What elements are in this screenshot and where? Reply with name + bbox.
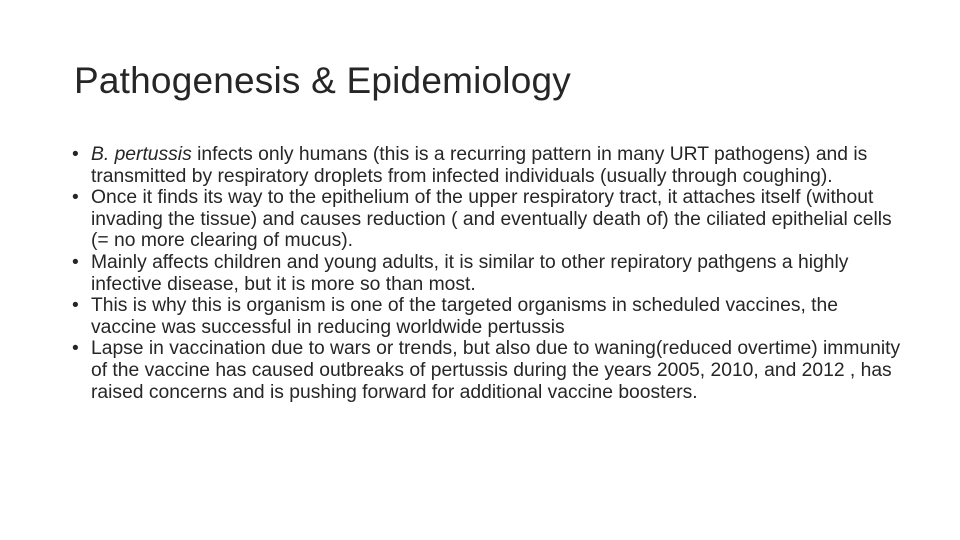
- bullet-item: [72, 295, 902, 338]
- bullet-icon: •: [72, 187, 79, 209]
- bullet-item: [72, 144, 902, 187]
- bullet-text: This is why this is organism is one of the targeted organisms in scheduled vaccines, the vaccine was successful in reducing worldwide pertussis: [91, 295, 838, 338]
- bullet-text: Lapse in vaccination due to wars or trends, but also due to waning(reduced overtime) immunity of the vaccine has caused outbreaks of pertussis during the years 2005, 2010, and 2012 , has raised concerns and is pushing forward for additional vaccine boosters.: [91, 338, 901, 403]
- bullet-icon: •: [72, 251, 79, 273]
- bullet-italic-lead: B. pertussis: [91, 144, 192, 165]
- slide-title: Pathogenesis & Epidemiology: [74, 60, 571, 101]
- bullet-icon: •: [72, 338, 79, 360]
- bullet-item: [72, 252, 902, 295]
- bullet-text: Once it finds its way to the epithelium of the upper respiratory tract, it attaches itself (without invading the tissue) and causes reduction ( and eventually death of) the ciliated epithelial cells (= no more clearing of mucus).: [91, 187, 892, 252]
- bullet-icon: •: [72, 295, 79, 317]
- bullet-list: [72, 144, 902, 403]
- bullet-item: [72, 187, 902, 252]
- bullet-text: infects only humans (this is a recurring pattern in many URT pathogens) and is transmitted by respiratory droplets from infected individuals (usually through coughing).: [91, 144, 868, 187]
- bullet-icon: •: [72, 144, 79, 165]
- bullet-text: Mainly affects children and young adults, it is similar to other repiratory pathgens a highly infective disease, but it is more so than most.: [91, 251, 849, 295]
- bullet-item: [72, 338, 902, 403]
